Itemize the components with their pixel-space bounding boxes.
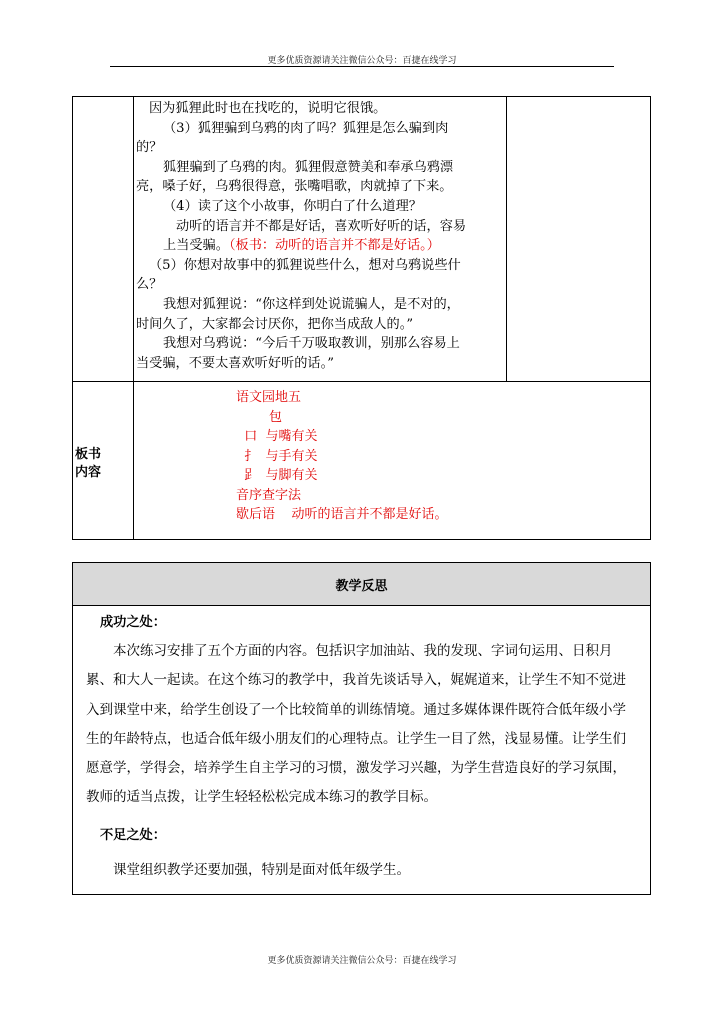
board-label-line: 内容 [75,465,102,480]
board-label-line: 板书 [75,447,102,462]
board-content [236,388,448,525]
lesson-line: 时间久了，大家都会讨厌你，把你当成敌人的。” [136,316,414,332]
board-line: 𧾷 与脚有关 [236,468,318,483]
lesson-line: 动听的语言并不都是好话，喜欢听好听的话，容易 [176,218,467,234]
shortcoming-heading: 不足之处： [100,828,166,843]
reflection-title: 教学反思 [73,563,650,606]
lesson-line: （3）狐狸骗到乌鸦的肉了吗？狐狸是怎么骗到肉 [163,120,449,136]
lesson-line: （4）读了这个小故事，你明白了什么道理？ [163,198,422,214]
board-line: 语文园地五 [236,390,302,405]
lesson-line: 的？ [136,140,163,156]
lesson-line: 我想对狐狸说：“你这样到处说谎骗人，是不对的， [163,296,460,312]
board-note: （板书：动听的语言并不都是好话。） [228,238,440,254]
lesson-line: 么？ [136,277,163,293]
header-rule [110,66,614,67]
lesson-line: 亮，嗓子好，乌鸦很得意，张嘴唱歌，肉就掉了下来。 [136,179,453,195]
table-divider [506,96,507,381]
lesson-content [136,99,506,373]
lesson-line: 因为狐狸此时也在找吃的，说明它很饿。 [149,101,387,116]
board-line: 包 [236,409,283,425]
board-line: 音序查字法 [236,487,302,503]
success-heading: 成功之处： [100,615,166,630]
board-line: 口 与嘴有关 [236,429,318,444]
board-line: 扌 与手有关 [236,448,318,464]
lesson-line: 狐狸骗到了乌鸦的肉。狐狸假意赞美和奉承乌鸦漂 [163,159,454,175]
lesson-line: 当受骗，不要太喜欢听好听的话。” [136,355,334,371]
table-divider [133,96,134,540]
lesson-line: 我想对乌鸦说：“今后千万吸取教训，别那么容易上 [163,336,460,352]
page-footer: 更多优质资源请关注微信公众号：百捷在线学习 [267,956,457,966]
lesson-line: （5）你想对故事中的狐狸说些什么，想对乌鸦说些什 [149,257,461,273]
table-divider [72,381,651,382]
lesson-line [136,236,506,256]
board-line: 歇后语 动听的语言并不都是好话。 [236,507,448,522]
page-header: 更多优质资源请关注微信公众号：百捷在线学习 [267,56,457,66]
lesson-line-text: 上当受骗。 [163,238,229,254]
shortcoming-text: 课堂组织教学还要加强，特别是面对低年级学生。 [113,862,410,878]
success-text: 本次练习安排了五个方面的内容。包括识字加油站、我的发现、字词句运用、日积月累、和大人一起读。在这个练习的教学中，我首先谈话导入，娓娓道来，让学生不知不觉进入到课堂中来，给学生创设了一个比较简单的训练情境。通过多媒体课件既符合低年级小学生的年龄特点，也适合低年级小朋友们的心理特点。让学生一目了然，浅显易懂。让学生们愿意学，学得会，培养学生自主学习的习惯，激发学习兴趣，为学生营造良好的学习氛围，教师的适当点拨，让学生轻轻松松完成本练习的教学目标。 [86,643,626,806]
board-label [75,446,101,482]
